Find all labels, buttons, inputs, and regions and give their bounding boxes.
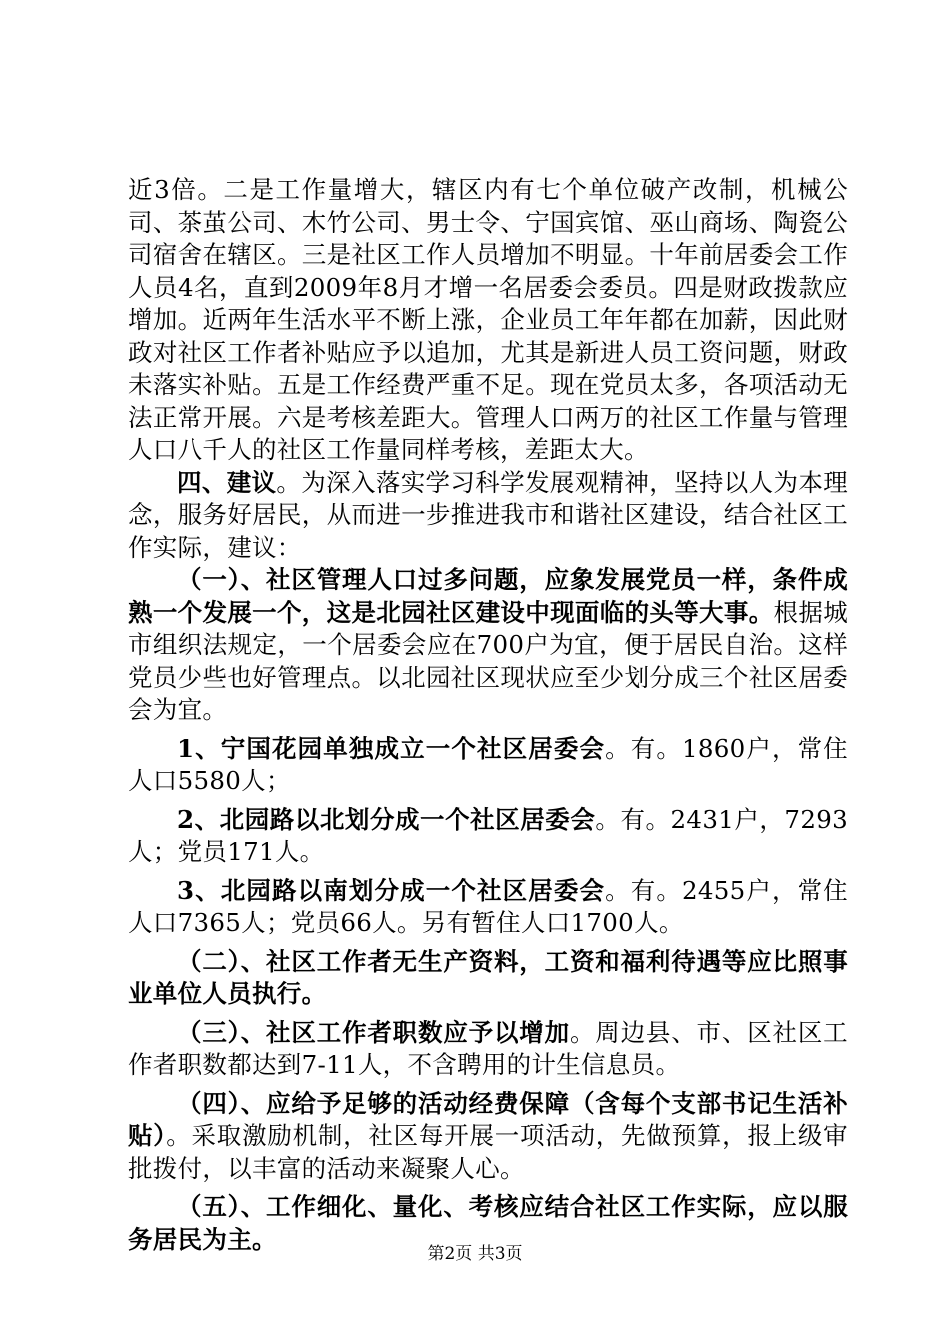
text-run: 。为深入落实学习科学发展观精神，坚持以人为本理念，服务好居民，从而进一步推进我市和谐社区建设，结合社区工作实际，建议： [128, 467, 848, 562]
text-run: 。有。1860户，常住人口5580人； [128, 733, 848, 795]
paragraph-suggestions-heading [128, 467, 848, 565]
paragraph-item-3 [128, 875, 848, 940]
item-heading: 2、北园路以北划分成一个社区居委会 [177, 804, 596, 834]
text-run: 。采取激励机制，社区每开展一项活动，先做预算，报上级审批拨付，以丰富的活动来凝聚人心。 [128, 1121, 848, 1183]
paragraph-suggestion-1 [128, 564, 848, 727]
paragraph-suggestion-3 [128, 1017, 848, 1082]
page-footer: 第2页 共3页 [427, 1244, 523, 1264]
text-run: 。有。2431户，7293人；党员171人。 [128, 804, 848, 866]
suggestion-heading: （五）、工作细化、量化、考核应结合社区工作实际，应以服务居民为主。 [128, 1192, 848, 1254]
item-heading: 3、北园路以南划分成一个社区居委会 [177, 875, 606, 905]
document-body [128, 174, 848, 1256]
suggestion-heading: （二）、社区工作者无生产资料，工资和福利待遇等应比照事业单位人员执行。 [128, 946, 848, 1008]
suggestion-heading: （三）、社区工作者职数应予以增加 [177, 1017, 570, 1047]
section-heading: 四、建议 [177, 467, 277, 497]
item-heading: 1、宁国花园单独成立一个社区居委会 [177, 733, 606, 763]
paragraph-item-2 [128, 804, 848, 869]
paragraph-item-1 [128, 733, 848, 798]
paragraph-suggestion-2 [128, 946, 848, 1011]
text-run: 。有。2455户，常住人口7365人；党员66人。另有暂住人口1700人。 [128, 875, 848, 937]
suggestion-heading: （四）、应给予足够的活动经费保障（含每个支部书记生活补贴） [128, 1088, 848, 1150]
text-run: 。周边县、市、区社区工作者职数都达到7-11人，不含聘用的计生信息员。 [128, 1017, 848, 1079]
paragraph-suggestion-4 [128, 1088, 848, 1186]
text-run: 近3倍。二是工作量增大，辖区内有七个单位破产改制，机械公司、茶茧公司、木竹公司、男士令、宁国宾馆、巫山商场、陶瓷公司宿舍在辖区。三是社区工作人员增加不明显。十年前居委会工作人员4名，直到2009年8月才增一名居委会委员。四是财政拨款应增加。近两年生活水平不断上涨，企业员工年年都在加薪，因此财政对社区工作者补贴应予以追加，尤其是新进人员工资问题，财政未落实补贴。五是工作经费严重不足。现在党员太多，各项活动无法正常开展。六是考核差距大。管理人口两万的社区工作量与管理人口八千人的社区工作量同样考核，差距太大。 [128, 175, 849, 464]
suggestion-heading: （一）、社区管理人口过多问题，应象发展党员一样，条件成熟一个发展一个，这是北园社区建设中现面临的头等大事。 [128, 565, 848, 627]
text-run: 根据城市组织法规定，一个居委会应在700户为宜，便于居民自治。这样党员少些也好管理点。以北园社区现状应至少划分成三个社区居委会为宜。 [128, 597, 849, 724]
paragraph-problems [128, 174, 848, 467]
